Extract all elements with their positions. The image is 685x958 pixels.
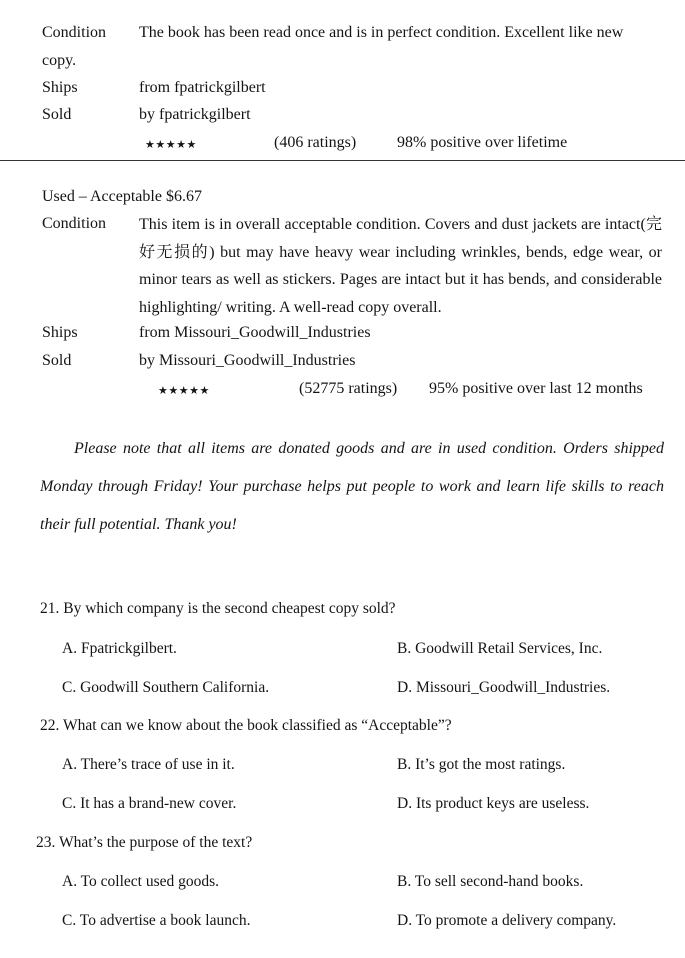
listing2-header: Used – Acceptable $6.67: [42, 188, 202, 205]
seller-note: Please note that all items are donated goods and are in used condition. Orders shipped Monday through Friday! Your purchase helps put people to work and learn life skills to reach their full potential. Thank you!: [40, 440, 664, 533]
listing1-condition-text-cont: copy.: [42, 52, 77, 69]
listing2-condition-label: Condition: [42, 215, 107, 232]
question-21-option-b[interactable]: B. Goodwill Retail Services, Inc.: [397, 640, 603, 657]
listing2-star-rating-icon: ★★★★★: [158, 385, 210, 397]
question-21-option-a[interactable]: A. Fpatrickgilbert.: [62, 640, 177, 657]
listing2-ships-label: Ships: [42, 324, 78, 341]
listing2-sold-value: by Missouri_Goodwill_Industries: [139, 352, 356, 369]
question-23-option-a[interactable]: A. To collect used goods.: [62, 873, 220, 890]
question-21-option-d[interactable]: D. Missouri_Goodwill_Industries.: [397, 679, 611, 696]
listing2-ratings-count: (52775 ratings): [299, 380, 398, 397]
question-21-option-c[interactable]: C. Goodwill Southern California.: [62, 679, 270, 696]
listing-divider: [0, 160, 685, 161]
question-22-option-c[interactable]: C. It has a brand-new cover.: [62, 795, 237, 812]
listing1-ratings-count: (406 ratings): [274, 134, 357, 151]
question-21-stem: 21. By which company is the second cheapest copy sold?: [40, 600, 396, 617]
listing1-sold-label: Sold: [42, 106, 72, 123]
listing1-sold-value: by fpatrickgilbert: [139, 106, 251, 123]
question-23-option-b[interactable]: B. To sell second-hand books.: [397, 873, 584, 890]
listing2-ships-value: from Missouri_Goodwill_Industries: [139, 324, 371, 341]
listing2-condition-text: This item is in overall acceptable condition. Covers and dust jackets are intact(完好无损的) but may have heavy wear including wrinkles, bends, edge wear, or minor tears as well as stickers. Pages are intact but it has bends, and considerable highlighting/ writing. A well-read copy overall.: [139, 216, 662, 316]
listing1-star-rating-icon: ★★★★★: [145, 139, 197, 151]
listing1-condition-text: The book has been read once and is in perfect condition. Excellent like new: [139, 24, 624, 41]
listing1-ships-value: from fpatrickgilbert: [139, 79, 266, 96]
listing2-positive-feedback: 95% positive over last 12 months: [429, 380, 643, 397]
listing1-positive-feedback: 98% positive over lifetime: [397, 134, 568, 151]
listing2-sold-label: Sold: [42, 352, 72, 369]
question-23-option-d[interactable]: D. To promote a delivery company.: [397, 912, 617, 929]
question-22-option-b[interactable]: B. It’s got the most ratings.: [397, 756, 566, 773]
question-22-stem: 22. What can we know about the book classified as “Acceptable”?: [40, 717, 452, 734]
question-22-option-a[interactable]: A. There’s trace of use in it.: [62, 756, 235, 773]
question-23-option-c[interactable]: C. To advertise a book launch.: [62, 912, 251, 929]
listing1-condition-label: Condition: [42, 24, 107, 41]
question-22-option-d[interactable]: D. Its product keys are useless.: [397, 795, 590, 812]
listing1-ships-label: Ships: [42, 79, 78, 96]
question-23-stem: 23. What’s the purpose of the text?: [36, 834, 253, 851]
